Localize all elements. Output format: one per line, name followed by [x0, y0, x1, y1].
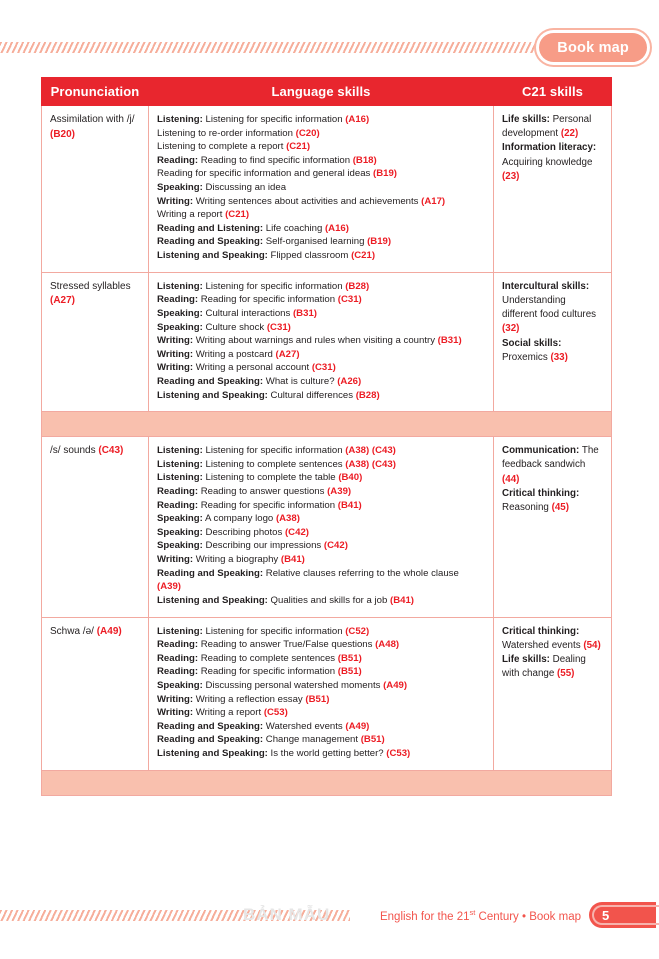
skill-label: Reading and Speaking:: [157, 375, 264, 387]
page-reference: (B41): [390, 594, 414, 606]
skill-text: Describing photos: [202, 526, 285, 538]
skill-label: Life skills:: [502, 653, 550, 665]
skill-label: Reading:: [157, 639, 199, 651]
page-reference: (A49): [96, 625, 122, 637]
skill-text: Personal development: [502, 114, 592, 140]
skill-label: Reading:: [157, 294, 199, 306]
skill-label: Listening:: [157, 114, 203, 125]
skill-line: [157, 458, 485, 472]
skill-label: Critical thinking:: [502, 625, 580, 637]
skill-text: Listening for specific information: [202, 445, 346, 457]
skill-text: Writing a postcard: [193, 348, 276, 360]
cell-pronunciation: [42, 617, 149, 770]
page-reference: (B41): [337, 499, 362, 511]
page-reference: (B28): [345, 280, 370, 292]
skill-line: [157, 706, 485, 720]
skill-line: [50, 625, 140, 640]
skill-text: Stressed syllables: [50, 280, 131, 292]
skill-label: Reading:: [157, 486, 199, 498]
page-reference: (C21): [351, 250, 376, 262]
skill-line: [157, 485, 485, 499]
skill-label: Communication:: [502, 445, 580, 457]
page-reference: (B18): [352, 154, 377, 166]
skill-label: Speaking:: [157, 526, 203, 538]
skill-label: Writing:: [157, 693, 194, 705]
table-separator-row: [42, 770, 612, 795]
page-reference: (B51): [360, 734, 385, 746]
skill-text: Is the world getting better?: [267, 747, 387, 759]
page-reference: (A16): [324, 222, 349, 234]
footer-caption-superscript: st: [469, 908, 476, 917]
cell-language-skills: [149, 437, 494, 617]
cell-pronunciation: [42, 106, 149, 273]
skill-line: [157, 127, 485, 141]
skill-text: Cultural differences: [267, 389, 356, 401]
skill-line: [157, 361, 485, 375]
skill-text: Reasoning: [502, 502, 552, 513]
page-reference: (B31): [437, 335, 462, 347]
page-reference: (A16): [345, 114, 370, 125]
skill-text: /s/ sounds: [50, 445, 99, 457]
skill-line: [157, 293, 485, 307]
skill-label: Speaking:: [157, 321, 203, 333]
page-reference: (C43): [98, 445, 124, 457]
page-number: 5: [602, 907, 610, 923]
page-reference: (54): [583, 639, 601, 651]
skill-text: Acquiring knowledge: [502, 156, 593, 168]
skill-line: [157, 321, 485, 335]
skill-line: [157, 249, 485, 263]
page-reference: (B51): [337, 652, 362, 664]
skill-label: Reading and Listening:: [157, 222, 264, 234]
column-header-language-skills: Language skills: [149, 78, 494, 106]
page-reference: (C21): [286, 141, 311, 153]
skill-text: Watershed events: [502, 639, 584, 651]
skill-line: [157, 693, 485, 707]
skill-text: Discussing an idea: [202, 182, 287, 194]
skill-text: Cultural interactions: [202, 307, 293, 319]
skill-text: Schwa /ə/: [50, 625, 97, 637]
skill-text: Writing a report: [157, 209, 226, 221]
table-row: [42, 437, 612, 617]
skill-label: Speaking:: [157, 540, 203, 552]
skill-line: [50, 113, 140, 142]
skill-text: Listening for specific information: [202, 114, 346, 125]
skill-line: [157, 348, 485, 362]
skill-line: [502, 444, 603, 487]
skill-line: [157, 638, 485, 652]
skill-line: [50, 444, 140, 459]
skill-text: Life coaching: [263, 222, 325, 234]
skill-label: Reading and Speaking:: [157, 720, 264, 732]
skill-line: [50, 280, 140, 309]
page-reference: (C42): [284, 526, 309, 538]
skill-text: Reading to complete sentences: [198, 652, 338, 664]
page-reference: (44): [502, 473, 520, 485]
skill-text: Reading for specific information: [198, 666, 338, 678]
cell-language-skills: [149, 617, 494, 770]
skill-text: Listening for specific information: [202, 625, 346, 637]
page-reference: (A27): [50, 295, 76, 307]
skill-line: [502, 337, 603, 365]
skill-line: [157, 195, 485, 209]
page-reference: (A49): [383, 679, 408, 691]
skill-label: Reading:: [157, 499, 199, 511]
cell-pronunciation: [42, 437, 149, 617]
skill-label: Listening:: [157, 280, 203, 292]
page-reference: (C31): [266, 321, 291, 333]
skill-text: Qualities and skills for a job: [267, 594, 390, 606]
skill-line: [157, 167, 485, 181]
page-reference: (A39): [157, 581, 181, 593]
skill-line: [502, 280, 603, 337]
watermark-text: BẢN MẪU: [243, 905, 331, 924]
skill-label: Speaking:: [157, 679, 203, 691]
page-reference: (C53): [263, 707, 288, 719]
page-reference: (C21): [225, 209, 250, 221]
separator-band: [42, 412, 612, 437]
page-reference: (B20): [50, 128, 76, 140]
skill-text: What is culture?: [263, 375, 338, 387]
skill-text: Reading for specific information: [198, 294, 338, 306]
skill-label: Listening:: [157, 458, 203, 470]
skill-text: Writing a reflection essay: [193, 693, 306, 705]
page-reference: (A17): [421, 195, 446, 207]
skill-text: A company logo: [202, 513, 276, 525]
cell-c21-skills: [494, 272, 612, 411]
skill-label: Writing:: [157, 707, 194, 719]
skill-label: Writing:: [157, 335, 194, 347]
cell-c21-skills: [494, 437, 612, 617]
skill-line: [502, 113, 603, 141]
skill-line: [157, 526, 485, 540]
cell-pronunciation: [42, 272, 149, 411]
skill-label: Intercultural skills:: [502, 280, 590, 292]
hatch-stripe-top: [0, 42, 570, 53]
skill-text: Relative clauses referring to the whole clause: [263, 567, 459, 579]
skill-label: Social skills:: [502, 337, 562, 349]
skill-text: Assimilation with /j/: [50, 114, 135, 125]
page-reference: (C53): [386, 747, 411, 759]
page-reference: (A38): [275, 513, 300, 525]
skill-line: [502, 487, 603, 515]
skill-line: [157, 594, 485, 608]
skill-text: Writing sentences about activities and achievements: [193, 195, 422, 207]
skill-line: [157, 471, 485, 485]
table-row: [42, 272, 612, 411]
page-reference: (C31): [311, 362, 336, 374]
page-reference: (A27): [275, 348, 300, 360]
skill-line: [157, 375, 485, 389]
skill-line: [502, 653, 603, 681]
skill-label: Reading:: [157, 652, 199, 664]
skill-label: Speaking:: [157, 513, 203, 525]
skill-label: Listening and Speaking:: [157, 389, 268, 401]
skill-label: Speaking:: [157, 182, 203, 194]
skill-line: [157, 334, 485, 348]
cell-c21-skills: [494, 617, 612, 770]
skill-text: Understanding different food cultures: [502, 294, 597, 321]
skill-text: Flipped classroom: [267, 250, 352, 262]
page-reference: (55): [557, 668, 575, 680]
skill-text: Reading to answer True/False questions: [198, 639, 376, 651]
book-map-tab-label: Book map: [557, 39, 629, 56]
page-reference: (C20): [295, 127, 320, 139]
page-reference: (B28): [355, 389, 380, 401]
cell-language-skills: [149, 106, 494, 273]
skill-text: Watershed events: [263, 720, 346, 732]
skill-label: Reading:: [157, 154, 199, 166]
skill-line: [157, 720, 485, 734]
skill-line: [157, 113, 485, 127]
page-number-badge: [589, 902, 659, 928]
skill-label: Critical thinking:: [502, 487, 580, 499]
page-reference: (B51): [337, 666, 362, 678]
separator-band: [42, 770, 612, 795]
column-header-c21-skills: C21 skills: [494, 78, 612, 106]
skill-line: [157, 652, 485, 666]
skill-label: Speaking:: [157, 307, 203, 319]
skill-text: Listening to complete a report: [157, 141, 287, 153]
skill-line: [157, 235, 485, 249]
skill-line: [157, 222, 485, 236]
skill-text: Reading for specific information: [198, 499, 338, 511]
page-reference: (45): [551, 502, 570, 513]
skill-label: Reading:: [157, 666, 199, 678]
table-header-row: [42, 78, 612, 106]
skill-line: [157, 679, 485, 693]
cell-language-skills: [149, 272, 494, 411]
skill-label: Writing:: [157, 362, 194, 374]
skill-text: Reading to answer questions: [198, 486, 328, 498]
skill-text: Writing about warnings and rules when visiting a country: [193, 335, 438, 347]
page-reference: (A38) (C43): [345, 445, 396, 457]
skill-line: [157, 444, 485, 458]
table-separator-row: [42, 412, 612, 437]
page-reference: (32): [502, 323, 520, 335]
skill-line: [157, 665, 485, 679]
skill-text: Describing our impressions: [202, 540, 324, 552]
skill-line: [157, 625, 485, 639]
skill-line: [157, 553, 485, 567]
page-reference: (B51): [305, 693, 330, 705]
skill-text: Proxemics: [502, 351, 551, 363]
skill-label: Reading and Speaking:: [157, 567, 264, 579]
skill-label: Reading and Speaking:: [157, 734, 264, 746]
skill-line: [157, 499, 485, 513]
skill-text: Writing a biography: [193, 554, 281, 566]
page-reference: (22): [560, 128, 579, 140]
table-row: [42, 617, 612, 770]
page-reference: (B40): [338, 472, 363, 484]
table-row: [42, 106, 612, 273]
skill-label: Listening:: [157, 625, 203, 637]
skill-label: Reading and Speaking:: [157, 236, 264, 248]
page-reference: (B31): [292, 307, 317, 319]
skill-line: [157, 539, 485, 553]
cell-c21-skills: [494, 106, 612, 273]
skill-label: Listening and Speaking:: [157, 747, 268, 759]
skill-label: Listening:: [157, 472, 203, 484]
skill-text: Reading to find specific information: [198, 154, 353, 166]
footer-caption-before: English for the 21: [379, 910, 470, 923]
page-reference: (C31): [337, 294, 362, 306]
skill-text: Reading for specific information and general ideas: [157, 168, 373, 180]
skill-label: Writing:: [157, 554, 194, 566]
skill-text: Listening for specific information: [202, 280, 346, 292]
page-reference: (C52): [345, 625, 370, 637]
skill-line: [157, 208, 485, 222]
skill-line: [157, 154, 485, 168]
skill-line: [157, 181, 485, 195]
skill-label: Listening:: [157, 445, 203, 457]
skill-text: Writing a personal account: [193, 362, 312, 374]
page-reference: (A39): [327, 486, 352, 498]
page-reference: (B19): [367, 236, 392, 248]
skill-line: [157, 512, 485, 526]
skill-line: [157, 280, 485, 294]
page-reference: (B19): [373, 168, 397, 180]
table-body: [42, 106, 612, 796]
skill-line: [502, 625, 603, 653]
skill-text: Listening to complete sentences: [202, 458, 346, 470]
skill-text: Listening to re-order information: [157, 127, 296, 139]
page-reference: (23): [502, 170, 520, 182]
skill-line: [157, 140, 485, 154]
skill-label: Writing:: [157, 195, 194, 207]
skill-line: [157, 389, 485, 403]
page-reference: (C42): [323, 540, 348, 552]
skill-text: Culture shock: [202, 321, 267, 333]
skill-label: Listening and Speaking:: [157, 250, 268, 262]
page-reference: (A38) (C43): [345, 458, 396, 470]
footer-caption-after: Century • Book map: [475, 910, 581, 923]
page-reference: (A26): [337, 375, 362, 387]
skill-text: Dealing with change: [502, 653, 586, 680]
skill-text: The feedback sandwich: [502, 445, 599, 471]
page-reference: (A48): [375, 639, 400, 651]
book-map-table: [41, 77, 612, 796]
skill-label: Listening and Speaking:: [157, 594, 268, 606]
skill-line: [157, 747, 485, 761]
skill-text: Self-organised learning: [263, 236, 368, 248]
skill-label: Information literacy:: [502, 142, 597, 154]
page-reference: (B41): [280, 554, 305, 566]
column-header-pronunciation: Pronunciation: [42, 78, 149, 106]
skill-line: [157, 567, 485, 594]
page-reference: (33): [550, 351, 568, 363]
skill-label: Life skills:: [502, 114, 550, 125]
skill-text: Discussing personal watershed moments: [202, 679, 384, 691]
book-map-tab[interactable]: [539, 33, 647, 62]
skill-line: [157, 733, 485, 747]
skill-text: Writing a report: [193, 707, 264, 719]
skill-line: [502, 141, 603, 184]
skill-text: Listening to complete the table: [202, 472, 339, 484]
page-reference: (A49): [345, 720, 370, 732]
skill-text: Change management: [263, 734, 361, 746]
skill-line: [157, 307, 485, 321]
footer-caption: [380, 908, 581, 923]
skill-label: Writing:: [157, 348, 194, 360]
